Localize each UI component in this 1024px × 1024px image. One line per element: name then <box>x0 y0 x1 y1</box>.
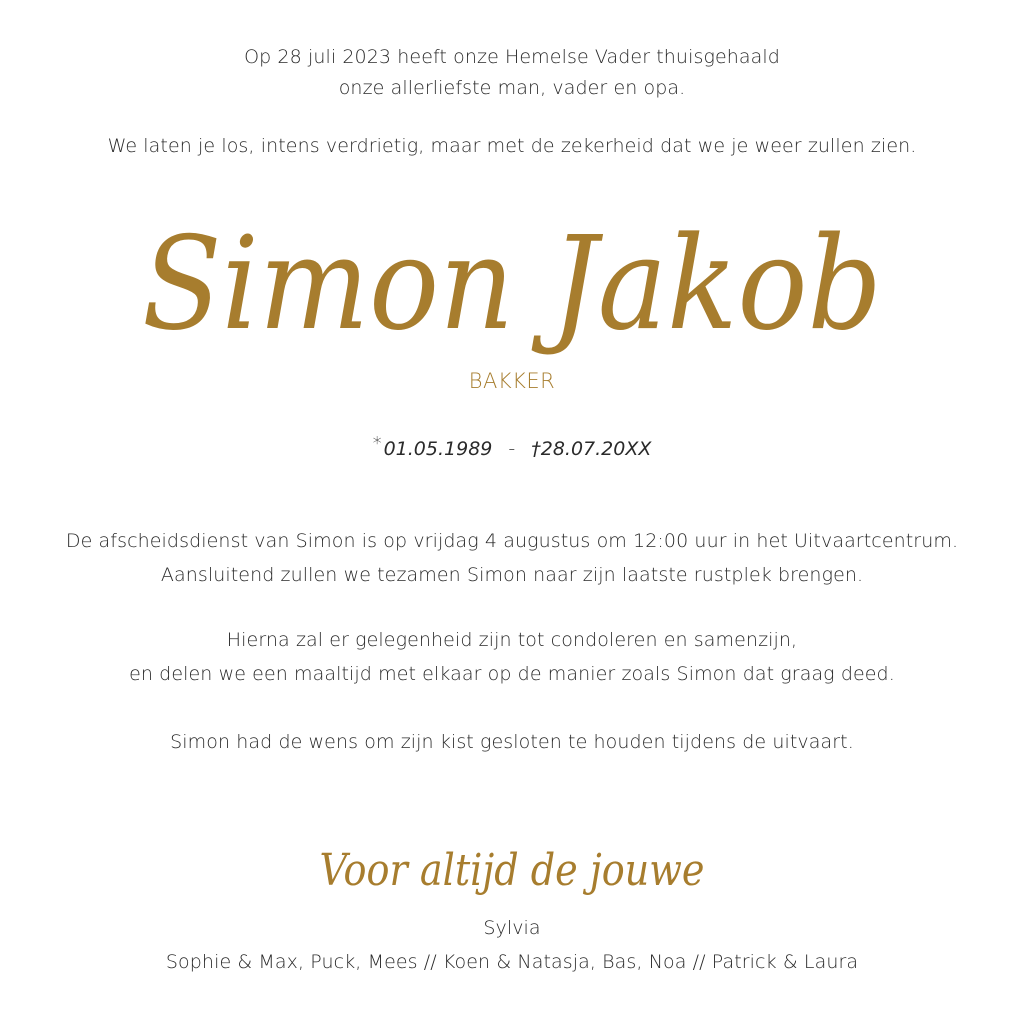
life-dates <box>0 433 1024 460</box>
deceased-surname: BAKKER <box>468 369 556 393</box>
deceased-given-names <box>0 178 1024 378</box>
details-line-4: en delen we een maaltijd met elkaar op de manier zoals Simon dat graag deed. <box>129 663 895 685</box>
details-line-1: De afscheidsdienst van Simon is op vrijdag 4 augustus om 12:00 uur in het Uitvaartcentrum. <box>65 530 959 552</box>
details-line-3: Hierna zal er gelegenheid zijn tot condoleren en samenzijn, <box>226 629 798 651</box>
intro-line-3: We laten je los, intens verdrietig, maar met de zekerheid dat we je weer zullen zien. <box>107 135 917 157</box>
intro-line-2: onze allerliefste man, vader en opa. <box>338 77 686 99</box>
date-separator: - <box>508 438 516 460</box>
signer-name: Sylvia <box>483 917 541 939</box>
given-names-text: Simon Jakob <box>142 210 882 359</box>
death-date: †28.07.20XX <box>531 438 652 460</box>
details-line-5: Simon had de wens om zijn kist gesloten te houden tijdens de uitvaart. <box>170 731 854 753</box>
family-names: Sophie & Max, Puck, Mees // Koen & Natasja, Bas, Noa // Patrick & Laura <box>165 951 859 973</box>
intro-line-1: Op 28 juli 2023 heeft onze Hemelse Vader thuisgehaald <box>244 46 780 68</box>
closing-script <box>0 830 1024 925</box>
closing-script-text: Voor altijd de jouwe <box>319 845 705 896</box>
birth-date: 01.05.1989 <box>383 438 493 460</box>
birth-star-icon: * <box>372 433 382 454</box>
details-line-2: Aansluitend zullen we tezamen Simon naar zijn laatste rustplek brengen. <box>160 564 864 586</box>
